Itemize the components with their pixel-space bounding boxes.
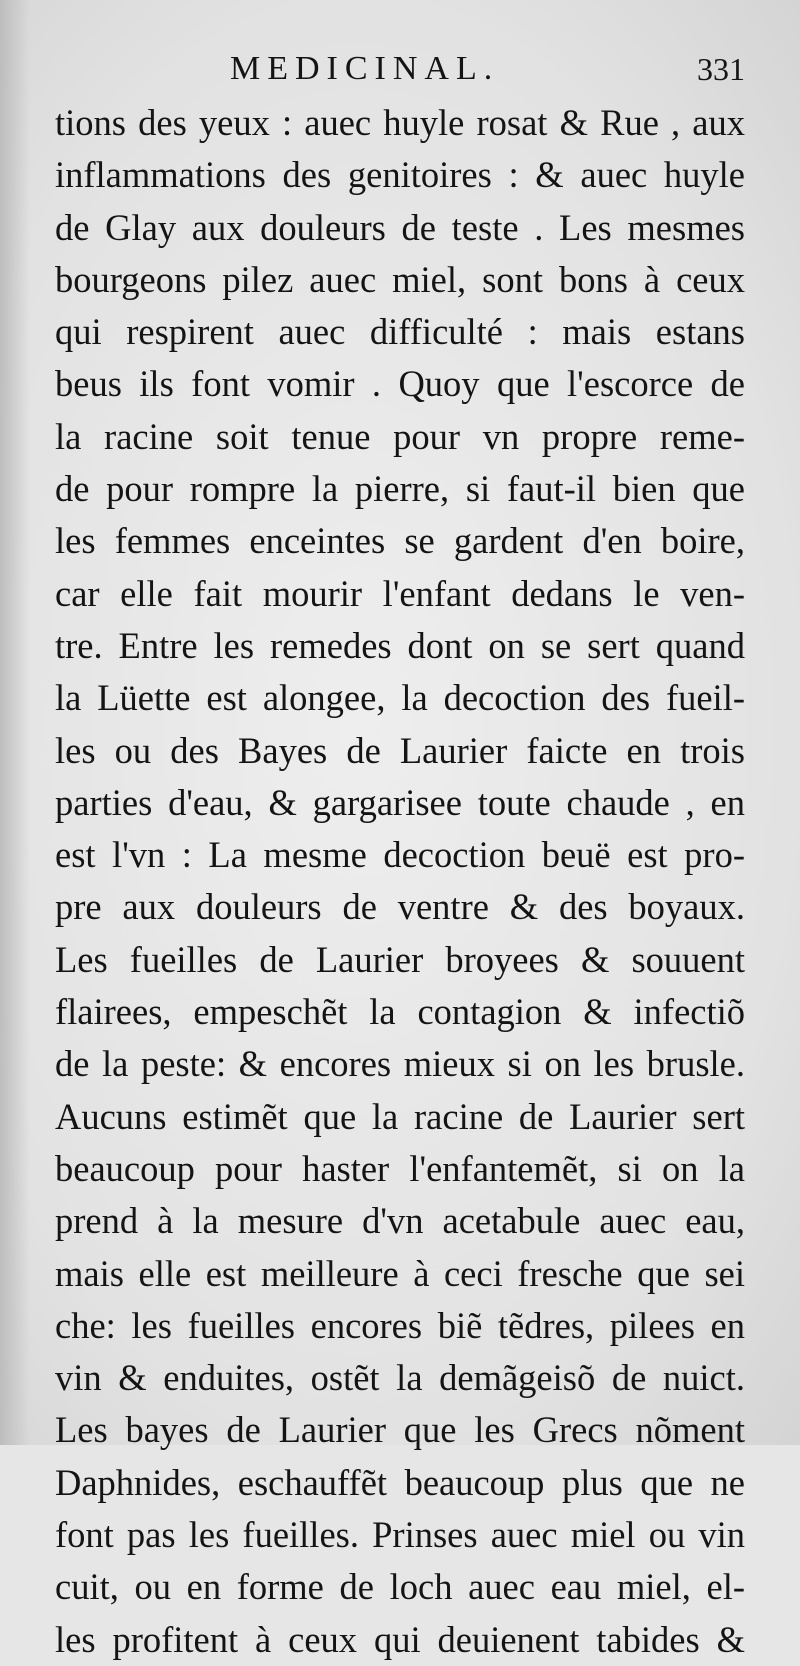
text-line: les ou des Bayes de Laurier faicte en trois: [55, 729, 745, 771]
text-line: les profitent à ceux qui deuienent tabides &: [55, 1618, 745, 1660]
text-line: tions des yeux : auec huyle rosat & Rue , aux: [55, 102, 745, 143]
text-line: bourgeons pilez auec miel, sont bons à ceux: [55, 258, 745, 300]
text-line: mais elle est meilleure à ceci fresche que sei: [55, 1252, 745, 1294]
text-line: la Lüette est alongee, la decoction des fueil-: [55, 677, 745, 719]
page-number: 331: [697, 51, 745, 87]
text-line: prend à la mesure d'vn acetabule auec eau,: [55, 1200, 745, 1242]
text-line: Les fueilles de Laurier broyees & souuent: [55, 938, 745, 980]
text-line: cuit, ou en forme de loch auec eau miel, el-: [55, 1566, 745, 1608]
text-line: inflammations des genitoires : & auec huyle: [55, 154, 745, 196]
text-line: Aucuns estimẽt que la racine de Laurier sert: [55, 1095, 745, 1137]
binding-shadow: [0, 0, 30, 1445]
text-line: beaucoup pour haster l'enfantemẽt, si on la: [55, 1147, 745, 1189]
text-line: che: les fueilles encores biẽ tẽdres, pilees en: [55, 1304, 745, 1346]
text-line: Daphnides, eschauffẽt beaucoup plus que ne: [55, 1461, 745, 1503]
text-line: tre. Entre les remedes dont on se sert quand: [55, 624, 745, 666]
text-line: Les bayes de Laurier que les Grecs nõment: [55, 1409, 745, 1451]
text-line: vin & enduites, ostẽt la demãgeisõ de nuict.: [55, 1357, 745, 1399]
text-line: les femmes enceintes se gardent d'en boire,: [55, 520, 745, 562]
text-line: parties d'eau, & gargarisee toute chaude , en: [55, 781, 745, 823]
text-line: de la peste: & encores mieux si on les brusle.: [55, 1043, 745, 1085]
text-line: de pour rompre la pierre, si faut-il bien que: [55, 468, 745, 510]
text-line: car elle fait mourir l'enfant dedans le ven-: [55, 572, 745, 614]
text-line: flairees, empeschẽt la contagion & infectiõ: [55, 991, 745, 1033]
text-line: de Glay aux douleurs de teste . Les mesmes: [55, 206, 745, 248]
text-line: la racine soit tenue pour vn propre reme-: [55, 415, 745, 457]
body-text: [55, 97, 745, 1666]
show-through-mark: [50, 1370, 58, 1396]
text-line: qui respirent auec difficulté : mais estans: [55, 311, 745, 353]
text-line: est l'vn : La mesme decoction beuë est pro-: [55, 834, 745, 876]
running-head: MEDICINAL.: [230, 50, 500, 87]
text-line: beus ils font vomir . Quoy que l'escorce de: [55, 363, 745, 405]
text-line: font pas les fueilles. Prinses auec miel ou vin: [55, 1514, 745, 1556]
page-header: [55, 44, 745, 94]
text-line: pre aux douleurs de ventre & des boyaux.: [55, 886, 745, 928]
